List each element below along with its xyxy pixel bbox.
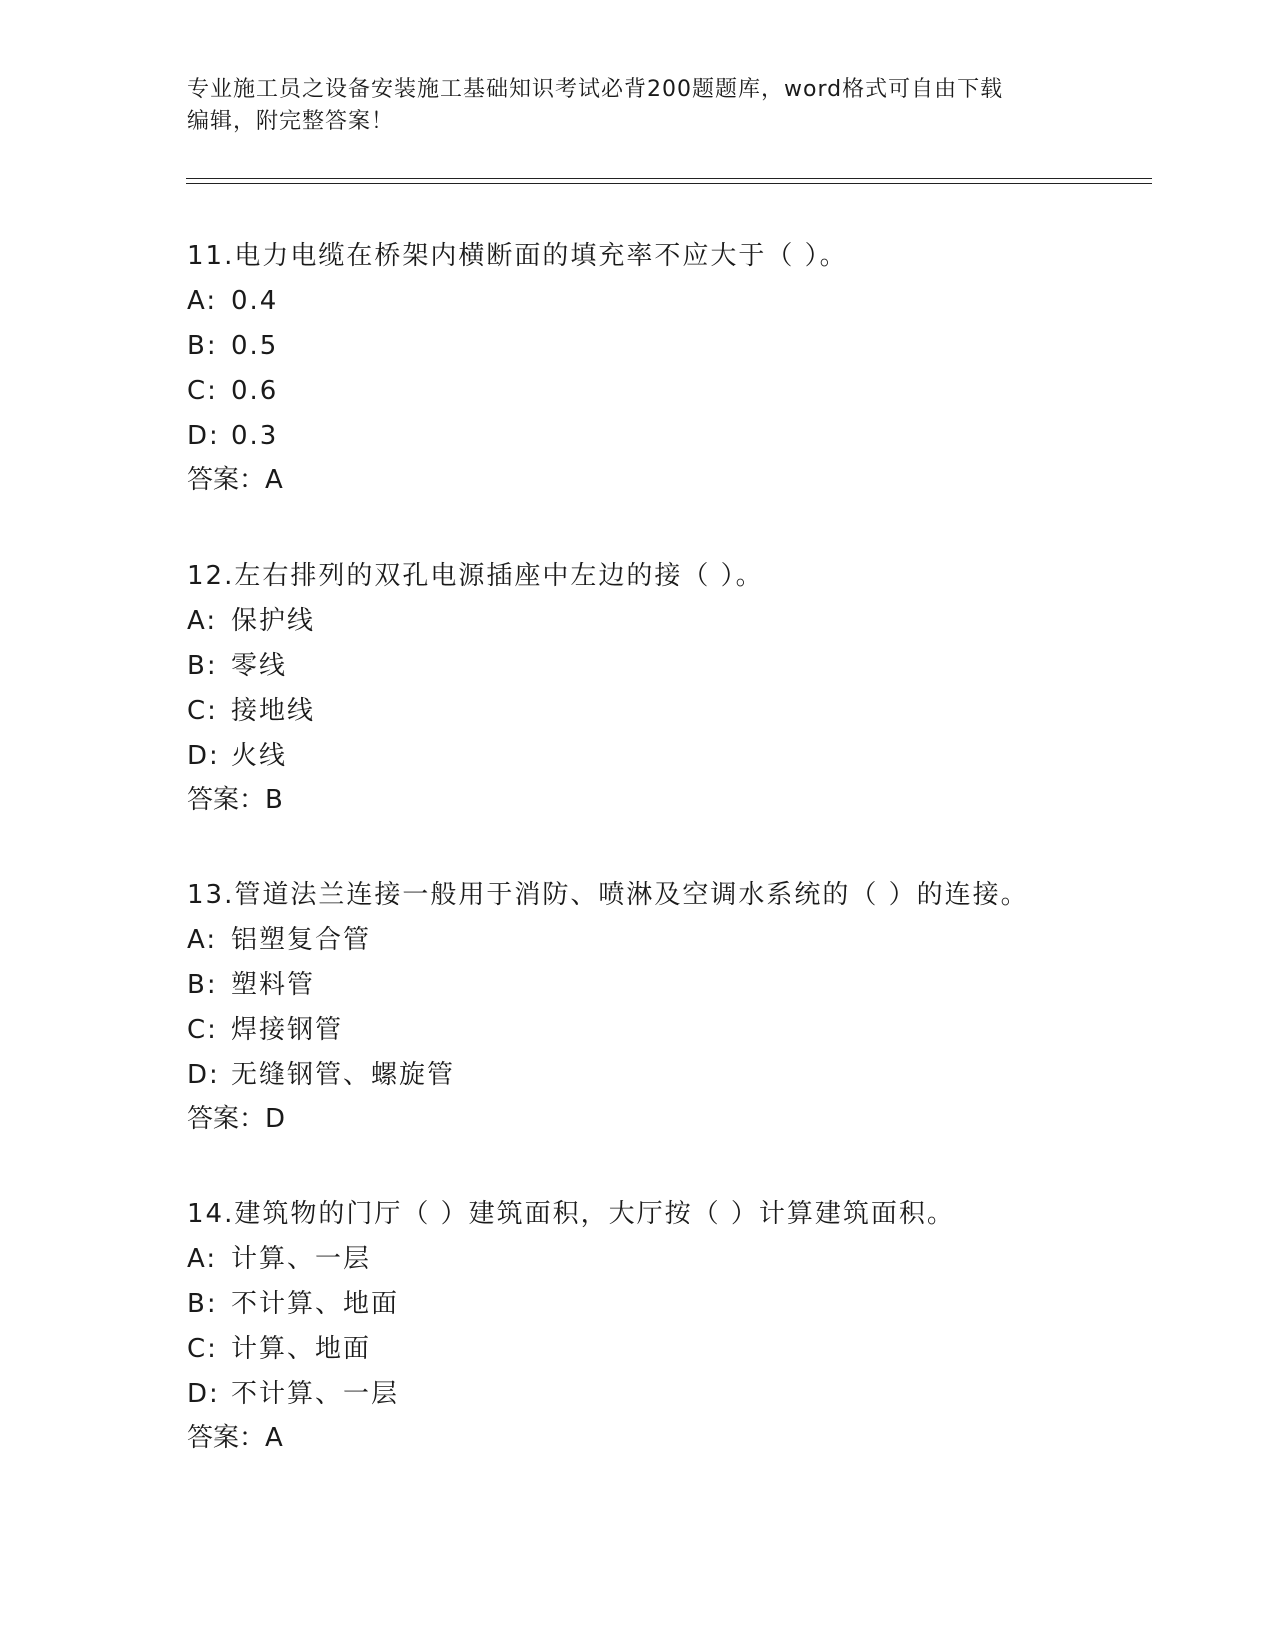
answer-label: 答案： — [187, 1423, 266, 1453]
option-text: 塑料管 — [231, 970, 316, 1000]
option-text: 铝塑复合管 — [231, 925, 372, 955]
option-c — [187, 1334, 1187, 1364]
option-text: 0.3 — [231, 421, 279, 451]
option-text: 计算、一层 — [231, 1244, 372, 1274]
option-letter: B: — [187, 1289, 218, 1319]
answer-label: 答案： — [187, 1104, 266, 1134]
header-line-2: 编辑，附完整答案！ — [187, 109, 395, 134]
question-stem: 12.左右排列的双孔电源插座中左边的接（ ）。 — [187, 561, 764, 591]
answer-line — [187, 465, 1187, 495]
answer-line — [187, 1423, 1187, 1453]
option-a — [187, 286, 1187, 316]
option-text: 无缝钢管、螺旋管 — [231, 1060, 456, 1090]
question-13 — [187, 880, 1187, 1134]
option-letter: B: — [187, 651, 218, 681]
option-b — [187, 651, 1187, 681]
option-text: 火线 — [231, 741, 288, 771]
question-stem: 14.建筑物的门厅（ ）建筑面积，大厅按（ ）计算建筑面积。 — [187, 1199, 955, 1229]
option-letter: A: — [187, 925, 218, 955]
option-text: 不计算、一层 — [231, 1379, 400, 1409]
answer-label: 答案： — [187, 785, 266, 815]
option-b — [187, 970, 1187, 1000]
option-text: 0.4 — [231, 286, 279, 316]
option-d — [187, 421, 1187, 451]
question-14 — [187, 1199, 1187, 1453]
option-a — [187, 1244, 1187, 1274]
option-text: 接地线 — [231, 696, 316, 726]
question-stem: 11.电力电缆在桥架内横断面的填充率不应大于（ ）。 — [187, 241, 848, 271]
header-divider-top — [186, 178, 1152, 179]
option-letter: C: — [187, 1334, 218, 1364]
option-text: 不计算、地面 — [231, 1289, 400, 1319]
option-b — [187, 1289, 1187, 1319]
option-a — [187, 606, 1187, 636]
option-letter: A: — [187, 606, 218, 636]
option-d — [187, 1060, 1187, 1090]
option-d — [187, 1379, 1187, 1409]
option-b — [187, 331, 1187, 361]
option-letter: D: — [187, 421, 220, 451]
option-letter: A: — [187, 286, 218, 316]
question-stem: 13.管道法兰连接一般用于消防、喷淋及空调水系统的（ ）的连接。 — [187, 880, 1029, 910]
answer-value: D — [265, 1104, 286, 1134]
option-text: 焊接钢管 — [231, 1015, 344, 1045]
option-d — [187, 741, 1187, 771]
document-header — [187, 74, 1087, 138]
question-11 — [187, 241, 1187, 495]
option-letter: B: — [187, 331, 218, 361]
option-letter: D: — [187, 1379, 220, 1409]
header-divider-bottom — [186, 183, 1152, 184]
answer-value: B — [265, 785, 283, 815]
option-letter: C: — [187, 376, 218, 406]
header-line-1: 专业施工员之设备安装施工基础知识考试必背200题题库，word格式可自由下载 — [187, 77, 1004, 102]
answer-value: A — [265, 1423, 283, 1453]
option-text: 0.5 — [231, 331, 279, 361]
option-letter: D: — [187, 741, 220, 771]
option-letter: D: — [187, 1060, 220, 1090]
answer-label: 答案： — [187, 465, 266, 495]
option-text: 零线 — [231, 651, 288, 681]
option-letter: B: — [187, 970, 218, 1000]
option-letter: C: — [187, 696, 218, 726]
option-text: 0.6 — [231, 376, 279, 406]
option-c — [187, 696, 1187, 726]
option-c — [187, 376, 1187, 406]
option-a — [187, 925, 1187, 955]
option-letter: A: — [187, 1244, 218, 1274]
answer-line — [187, 785, 1187, 815]
option-text: 保护线 — [231, 606, 316, 636]
question-12 — [187, 561, 1187, 815]
answer-value: A — [265, 465, 283, 495]
option-text: 计算、地面 — [231, 1334, 372, 1364]
option-letter: C: — [187, 1015, 218, 1045]
answer-line — [187, 1104, 1187, 1134]
option-c — [187, 1015, 1187, 1045]
